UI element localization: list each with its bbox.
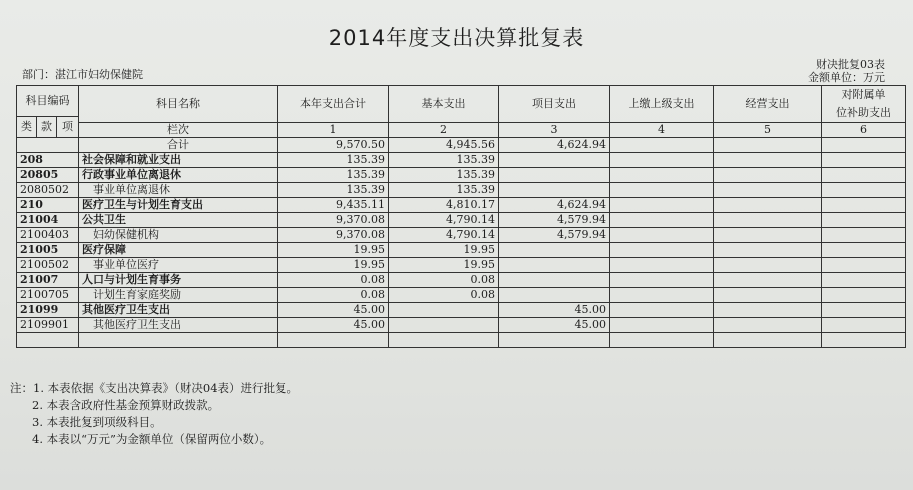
amount-project	[499, 273, 610, 288]
amount-empty	[714, 138, 822, 153]
amount-empty	[714, 318, 822, 333]
amount-project	[499, 258, 610, 273]
amount-empty	[822, 288, 906, 303]
amount-project	[499, 288, 610, 303]
note-1: 注：1. 本表依据《支出决算表》（财决04表）进行批复。	[10, 381, 299, 395]
amount-empty	[714, 288, 822, 303]
amount-empty	[714, 273, 822, 288]
subject-code: 2100403	[17, 228, 79, 243]
amount-basic	[389, 318, 499, 333]
amount-empty	[714, 243, 822, 258]
amount-project: 45.00	[499, 303, 610, 318]
col-num-3: 3	[499, 123, 610, 138]
unit-label: 金额单位：万元	[808, 71, 885, 84]
department-label: 部门：湛江市妇幼保健院	[22, 68, 143, 81]
amount-project: 4,624.94	[499, 198, 610, 213]
table-row	[17, 168, 906, 183]
table-row	[17, 213, 906, 228]
column-number-row	[17, 123, 906, 138]
subject-name: 医疗保障	[79, 243, 278, 258]
subject-code: 210	[17, 198, 79, 213]
amount-basic: 0.08	[389, 273, 499, 288]
subject-name: 公共卫生	[79, 213, 278, 228]
amount-project	[499, 243, 610, 258]
amount-empty	[714, 303, 822, 318]
amount-empty	[714, 258, 822, 273]
header-business: 经营支出	[714, 86, 822, 123]
amount-empty	[610, 168, 714, 183]
subject-code: 208	[17, 153, 79, 168]
amount-project: 45.00	[499, 318, 610, 333]
col-num-1: 1	[278, 123, 389, 138]
amount-project	[499, 183, 610, 198]
amount-total: 135.39	[278, 168, 389, 183]
amount-basic: 135.39	[389, 183, 499, 198]
amount-total: 135.39	[278, 153, 389, 168]
amount-total: 9,370.08	[278, 228, 389, 243]
amount-total: 9,370.08	[278, 213, 389, 228]
amount-project: 4,624.94	[499, 138, 610, 153]
header-row-1	[17, 86, 906, 117]
amount-basic	[389, 303, 499, 318]
subject-code: 20805	[17, 168, 79, 183]
amount-empty	[822, 213, 906, 228]
header-subsidy	[822, 86, 906, 123]
subject-name: 计划生育家庭奖励	[79, 288, 278, 303]
amount-empty	[822, 303, 906, 318]
subject-code: 2100502	[17, 258, 79, 273]
subject-name: 人口与计划生育事务	[79, 273, 278, 288]
amount-total: 0.08	[278, 288, 389, 303]
header-lei: 类	[17, 117, 37, 138]
approval-table	[16, 85, 906, 348]
subject-name: 社会保障和就业支出	[79, 153, 278, 168]
subject-code: 21007	[17, 273, 79, 288]
amount-empty	[822, 183, 906, 198]
form-number: 财决批复03表	[816, 58, 885, 71]
amount-empty	[822, 273, 906, 288]
subject-code: 2100705	[17, 288, 79, 303]
amount-total: 9,435.11	[278, 198, 389, 213]
col-num-4: 4	[610, 123, 714, 138]
header-code: 科目编码	[17, 86, 79, 117]
amount-empty	[714, 168, 822, 183]
amount-empty	[610, 138, 714, 153]
amount-empty	[822, 198, 906, 213]
table-row	[17, 228, 906, 243]
note-3: 3. 本表批复到项级科目。	[32, 415, 162, 429]
amount-empty	[822, 228, 906, 243]
subject-name: 事业单位离退休	[79, 183, 278, 198]
amount-empty	[822, 318, 906, 333]
header-subsidy-line1: 对附属单	[841, 88, 886, 101]
subject-code: 21005	[17, 243, 79, 258]
amount-basic: 135.39	[389, 153, 499, 168]
col-num-2: 2	[389, 123, 499, 138]
amount-total: 0.08	[278, 273, 389, 288]
table-row	[17, 318, 906, 333]
header-total: 本年支出合计	[278, 86, 389, 123]
header-subsidy-line2: 位补助支出	[836, 106, 891, 119]
amount-empty	[822, 138, 906, 153]
table-row	[17, 258, 906, 273]
header-xiang: 项	[57, 117, 79, 138]
amount-basic: 19.95	[389, 258, 499, 273]
header-project: 项目支出	[499, 86, 610, 123]
amount-empty	[714, 213, 822, 228]
amount-empty	[610, 318, 714, 333]
amount-empty	[610, 303, 714, 318]
amount-total: 19.95	[278, 258, 389, 273]
header-name: 科目名称	[79, 86, 278, 123]
table-row	[17, 303, 906, 318]
table-row	[17, 273, 906, 288]
page-title: 2014年度支出决算批复表	[328, 26, 585, 50]
amount-empty	[822, 258, 906, 273]
header-kuan: 款	[37, 117, 57, 138]
amount-empty	[610, 198, 714, 213]
header-basic: 基本支出	[389, 86, 499, 123]
amount-basic: 19.95	[389, 243, 499, 258]
amount-empty	[714, 183, 822, 198]
amount-empty	[822, 168, 906, 183]
amount-empty	[610, 288, 714, 303]
table-row	[17, 138, 906, 153]
subject-name: 妇幼保健机构	[79, 228, 278, 243]
amount-empty	[610, 258, 714, 273]
table-row-blank	[17, 333, 906, 348]
subject-code	[17, 138, 79, 153]
amount-empty	[610, 183, 714, 198]
amount-project	[499, 153, 610, 168]
amount-total: 9,570.50	[278, 138, 389, 153]
amount-empty	[822, 243, 906, 258]
subject-name: 其他医疗卫生支出	[79, 303, 278, 318]
amount-basic: 0.08	[389, 288, 499, 303]
amount-empty	[610, 153, 714, 168]
amount-empty	[610, 228, 714, 243]
subject-name: 事业单位医疗	[79, 258, 278, 273]
subject-name: 其他医疗卫生支出	[79, 318, 278, 333]
subject-name: 行政事业单位离退休	[79, 168, 278, 183]
amount-basic: 4,810.17	[389, 198, 499, 213]
amount-total: 19.95	[278, 243, 389, 258]
amount-basic: 4,945.56	[389, 138, 499, 153]
amount-total: 135.39	[278, 183, 389, 198]
amount-basic: 4,790.14	[389, 228, 499, 243]
table-row	[17, 288, 906, 303]
note-2: 2. 本表含政府性基金预算财政拨款。	[32, 398, 220, 412]
amount-empty	[822, 153, 906, 168]
note-4: 4. 本表以“万元”为金额单位（保留两位小数）。	[32, 432, 272, 446]
table-row	[17, 183, 906, 198]
table-row	[17, 198, 906, 213]
amount-project: 4,579.94	[499, 228, 610, 243]
amount-basic: 135.39	[389, 168, 499, 183]
amount-total: 45.00	[278, 303, 389, 318]
amount-empty	[610, 213, 714, 228]
subject-name: 合计	[79, 138, 278, 153]
amount-empty	[610, 243, 714, 258]
lanci-label: 栏次	[79, 123, 278, 138]
amount-empty	[714, 198, 822, 213]
amount-basic: 4,790.14	[389, 213, 499, 228]
subject-name: 医疗卫生与计划生育支出	[79, 198, 278, 213]
col-num-6: 6	[822, 123, 906, 138]
subject-code: 2109901	[17, 318, 79, 333]
notes	[10, 380, 298, 448]
col-num-5: 5	[714, 123, 822, 138]
subject-code: 2080502	[17, 183, 79, 198]
table-row	[17, 243, 906, 258]
amount-project: 4,579.94	[499, 213, 610, 228]
subject-code: 21004	[17, 213, 79, 228]
amount-project	[499, 168, 610, 183]
header-upper: 上缴上级支出	[610, 86, 714, 123]
subject-code: 21099	[17, 303, 79, 318]
amount-empty	[610, 273, 714, 288]
amount-empty	[714, 153, 822, 168]
amount-empty	[714, 228, 822, 243]
table-row	[17, 153, 906, 168]
form-info	[808, 58, 885, 84]
amount-total: 45.00	[278, 318, 389, 333]
